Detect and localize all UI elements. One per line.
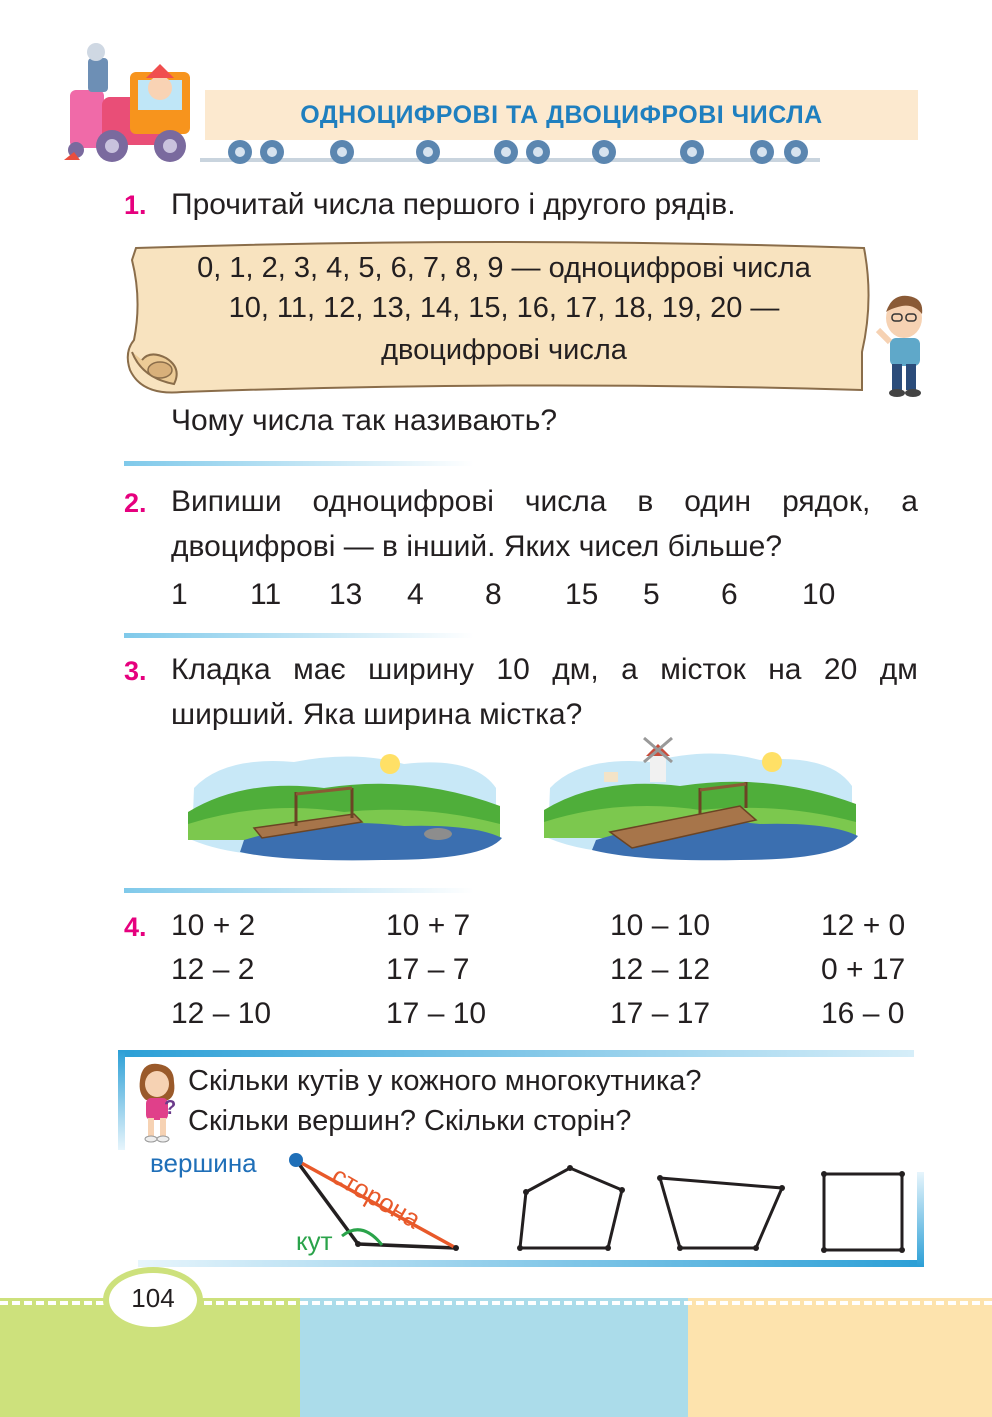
pentagon-shape — [512, 1160, 632, 1256]
task3-word: ширину — [368, 653, 474, 686]
task4-expr: 16 – 0 — [821, 997, 905, 1030]
bonus-question-1: Скільки кутів у кожного многокутника? — [188, 1065, 702, 1097]
task3-word: місток — [660, 653, 746, 686]
task2-word: Випиши — [171, 485, 282, 518]
svg-text:?: ? — [164, 1097, 177, 1119]
task3-word: 20 — [823, 653, 858, 686]
task3-line2: ширший. Яка ширина містка? — [171, 698, 583, 731]
task3-line1 — [171, 653, 918, 687]
task1-text: Прочитай числа першого і другого рядів. — [171, 188, 736, 221]
task2-line2: двоцифрові — в інший. Яких чисел більше? — [171, 530, 783, 563]
bridge-landscape-illustration — [540, 736, 860, 864]
boy-illustration — [872, 290, 932, 398]
task4-expr: 10 + 7 — [386, 909, 471, 942]
task2-num: 11 — [250, 578, 282, 611]
train-illustration — [62, 42, 212, 167]
task2-number: 2. — [124, 488, 147, 518]
task2-word: одноцифрові — [312, 485, 494, 518]
footer-peach-band — [688, 1298, 992, 1417]
scroll-line-3: двоцифрові числа — [381, 334, 627, 366]
wagon-wheels — [200, 136, 820, 170]
task4-expr: 12 + 0 — [821, 909, 906, 942]
task2-num: 6 — [721, 578, 738, 611]
footer-blue-band — [300, 1298, 688, 1417]
divider-2 — [124, 633, 474, 638]
task4-expr: 12 – 10 — [171, 997, 272, 1030]
task2-word: один — [684, 485, 752, 518]
task2-num: 5 — [643, 578, 660, 611]
square-shape — [816, 1166, 910, 1256]
task3-word: на — [768, 653, 802, 686]
task4-expr: 17 – 7 — [386, 953, 470, 986]
task4-expr: 10 – 10 — [610, 909, 711, 942]
task2-word: в — [637, 485, 654, 518]
label-vertex: вершина — [150, 1148, 257, 1178]
task2-word: числа — [524, 485, 607, 518]
task3-word: а — [621, 653, 638, 686]
task2-num: 10 — [802, 578, 836, 611]
task4-expr: 17 – 17 — [610, 997, 711, 1030]
task2-num: 1 — [171, 578, 188, 611]
page-number: 104 — [131, 1283, 175, 1313]
task4-expr: 17 – 10 — [386, 997, 487, 1030]
divider-1 — [124, 461, 474, 466]
task3-word: 10 — [496, 653, 530, 686]
plank-landscape-illustration — [184, 748, 506, 864]
page-title: ОДНОЦИФРОВІ ТА ДВОЦИФРОВІ ЧИСЛА — [300, 101, 823, 129]
girl-illustration — [134, 1062, 180, 1144]
task2-num: 13 — [329, 578, 363, 611]
task3-word: Кладка — [171, 653, 271, 686]
task3-word: дм, — [552, 653, 599, 686]
quadrilateral-shape — [650, 1170, 790, 1256]
task3-number: 3. — [124, 656, 147, 686]
bonus-question-2: Скільки вершин? Скільки сторін? — [188, 1105, 632, 1137]
task2-num: 15 — [565, 578, 599, 611]
task2-num: 4 — [407, 578, 424, 611]
task4-expr: 12 – 12 — [610, 953, 711, 986]
scroll-line-2: 10, 11, 12, 13, 14, 15, 16, 17, 18, 19, 20 — — [228, 292, 780, 324]
task4-expr: 12 – 2 — [171, 953, 255, 986]
task2-word: а — [901, 485, 918, 518]
task1-question: Чому числа так називають? — [171, 404, 558, 437]
label-angle: кут — [296, 1226, 333, 1256]
task3-word: дм — [879, 653, 918, 686]
scroll-line-1: 0, 1, 2, 3, 4, 5, 6, 7, 8, 9 — одноцифрові числа — [197, 252, 811, 284]
task2-line1 — [171, 485, 918, 519]
task4-expr: 0 + 17 — [821, 953, 906, 986]
task3-word: має — [293, 653, 346, 686]
divider-3 — [124, 888, 474, 893]
task1-number: 1. — [124, 190, 147, 220]
task2-word: рядок, — [782, 485, 871, 518]
task4-number: 4. — [124, 912, 147, 942]
task2-num: 8 — [485, 578, 502, 611]
task4-expr: 10 + 2 — [171, 909, 256, 942]
label-side: сторона — [327, 1160, 426, 1235]
